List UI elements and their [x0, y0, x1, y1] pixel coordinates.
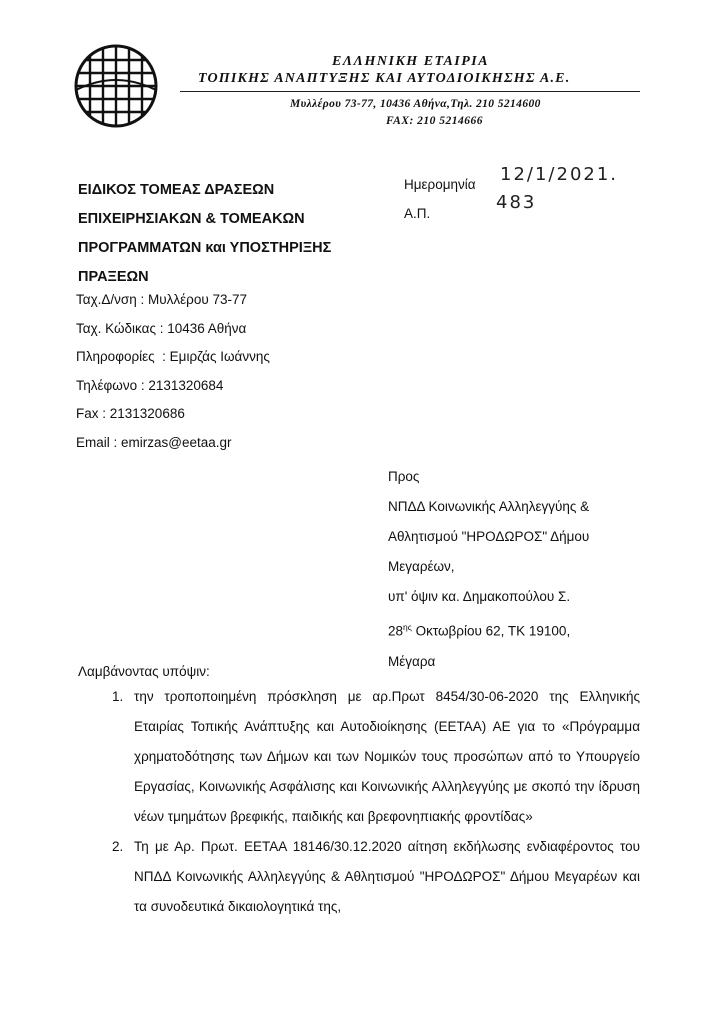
recipient-block [388, 462, 589, 677]
org-name-line2: ΤΟΠΙΚΗΣ ΑΝΑΠΤΥΞΗΣ ΚΑΙ ΑΥΤΟΔΙΟΙΚΗΣΗΣ Α.Ε. [198, 71, 571, 86]
list-item-text: Τη με Αρ. Πρωτ. ΕΕΤΑΑ 18146/30.12.2020 αίτηση εκδήλωσης ενδιαφέροντος του ΝΠΔΔ Κοινωνικής Αλληλεγγύης & Αθλητισμού "ΗΡΟΔΩΡΟΣ" Δήμου Μεγαρέων και τα συνοδευτικά δικαιολογητικά της, [134, 839, 640, 914]
list-item-number: 1. [112, 689, 124, 704]
org-address: Μυλλέρου 73-77, 10436 Αθήνα,Τηλ. 210 5214600 [290, 98, 541, 110]
header-divider [180, 91, 640, 92]
considerations-list [112, 682, 640, 922]
recipient-attention: υπ' όψιν κα. Δημακοπούλου Σ. [388, 589, 571, 604]
date-label: Ημερομηνία [404, 177, 476, 192]
address-number: 28 [388, 623, 404, 639]
department-line: ΠΡΑΞΕΩΝ [78, 269, 149, 285]
list-item [112, 682, 640, 832]
recipient-line: Μεγαρέων, [388, 559, 455, 574]
recipient-to-label: Προς [388, 469, 420, 484]
org-fax: FAX: 210 5214666 [386, 115, 484, 127]
eetaa-logo-icon [70, 40, 162, 132]
date-protocol-block [404, 170, 476, 228]
recipient-line: Αθλητισμού "ΗΡΟΔΩΡΟΣ" Δήμου [388, 529, 590, 544]
list-item-text: την τροποποιημένη πρόσκληση με αρ.Πρωτ 8454/30-06-2020 της Ελληνικής Εταιρίας Τοπικής Ανάπτυξης και Αυτοδιοίκησης (ΕΕΤΑΑ) ΑΕ για το «Πρόγραμμα χρηματοδότησης των Δήμων και των Νομικών τους προσώπων από το Υπουργείο Εργασίας, Κοινωνικής Ασφάλισης και Κοινωνικής Αλληλεγγύης με σκοπό την ίδρυση νέων τμημάτων βρεφικής, παιδικής και βρεφονηπιακής φροντίδας» [134, 689, 640, 824]
list-item-number: 2. [112, 839, 124, 854]
contact-address: Ταχ.Δ/νση : Μυλλέρου 73-77 [76, 292, 248, 307]
handwritten-protocol-number: 483 [496, 192, 537, 213]
contact-postal-code: Ταχ. Κώδικας : 10436 Αθήνα [76, 320, 247, 336]
list-item [112, 832, 640, 922]
department-line: ΕΙΔΙΚΟΣ ΤΟΜΕΑΣ ΔΡΑΣΕΩΝ [78, 182, 275, 198]
address-ordinal: ης [403, 622, 412, 632]
recipient-address [388, 612, 589, 647]
recipient-city: Μέγαρα [388, 653, 436, 669]
contact-details [76, 286, 270, 457]
considerations-intro: Λαμβάνοντας υπόψιν: [78, 664, 210, 679]
handwritten-date: 12/1/2021. [500, 164, 619, 185]
department-line: ΕΠΙΧΕΙΡΗΣΙΑΚΩΝ & ΤΟΜΕΑΚΩΝ [78, 211, 305, 227]
org-name-line1: ΕΛΛΗΝΙΚΗ ΕΤΑΙΡΙΑ [332, 54, 490, 69]
recipient-line: ΝΠΔΔ Κοινωνικής Αλληλεγγύης & [388, 499, 590, 514]
contact-email: Email : emirzas@eetaa.gr [76, 434, 232, 450]
contact-info-person: Πληροφορίες : Εμιρζάς Ιωάννης [76, 349, 270, 364]
contact-phone: Τηλέφωνο : 2131320684 [76, 377, 224, 393]
protocol-label: Α.Π. [404, 206, 431, 221]
department-line: ΠΡΟΓΡΑΜΜΑΤΩΝ και ΥΠΟΣΤΗΡΙΞΗΣ [78, 240, 332, 256]
contact-fax: Fax : 2131320686 [76, 406, 185, 421]
address-street: Οκτωβρίου 62, ΤΚ 19100, [411, 623, 571, 639]
department-name [78, 176, 331, 292]
